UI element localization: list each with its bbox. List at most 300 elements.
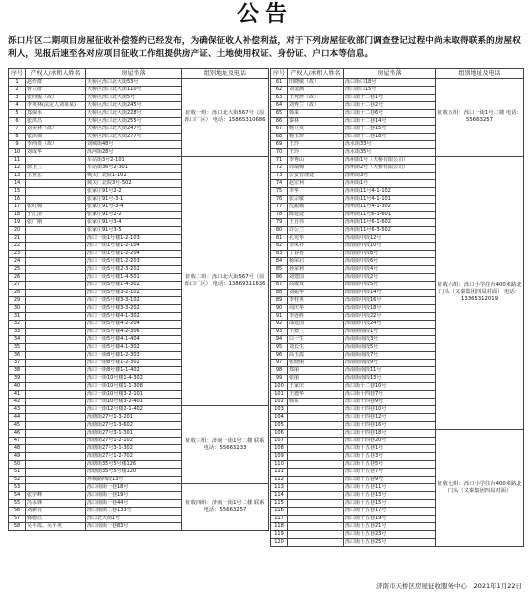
row-number: 37	[9, 359, 26, 367]
property-address: 泺塘街27号3-1-302	[86, 445, 182, 453]
row-number: 21	[9, 234, 26, 242]
property-address: 泺水街33号	[344, 141, 436, 149]
owner-name: 赵宏利	[288, 180, 344, 188]
header-owner: 产权人/承租人姓名	[26, 69, 86, 79]
owner-name: 冯永锋	[26, 500, 86, 508]
owner-name: 张晓丽	[288, 359, 344, 367]
property-address: 泺口街口18号	[344, 79, 436, 87]
row-number: 102	[271, 398, 288, 406]
owner-name: 刘建国	[288, 273, 344, 281]
row-number: 11	[9, 156, 26, 164]
property-address: 泺口街十四巷16号	[344, 422, 436, 430]
owner-name	[26, 453, 86, 461]
property-address: 天桥区泺口北大街5号	[86, 94, 182, 102]
row-number: 87	[271, 281, 288, 289]
property-address: 刘城街48号	[86, 141, 182, 149]
owner-name	[288, 531, 344, 539]
owner-name: 赵作群	[26, 79, 86, 87]
owner-name	[26, 484, 86, 492]
owner-name	[26, 468, 86, 476]
row-number: 89	[271, 297, 288, 305]
row-number: 50	[9, 461, 26, 469]
row-number: 98	[271, 367, 288, 375]
property-address: 泺口一街8号楼1-1-402	[86, 367, 182, 375]
row-number: 108	[271, 445, 288, 453]
owner-name	[288, 437, 344, 445]
row-number: 53	[9, 484, 26, 492]
owner-name: 吴平霞、吴平英	[26, 523, 86, 531]
property-address: 泺口街十五巷9号	[344, 476, 436, 484]
row-number: 66	[271, 117, 288, 125]
row-number: 43	[9, 406, 26, 414]
owner-name: 李西贵（故）	[26, 141, 86, 149]
group-contact: 征收三组：济南一街1号二楼 联系电话：55663233	[182, 406, 269, 484]
property-address: 泺南街中段8号	[344, 250, 436, 258]
row-number: 77	[271, 203, 288, 211]
property-address: 泺塘街27号1-2-102	[86, 437, 182, 445]
notice-intro: 泺口片区二期项目房屋征收补偿签约已经发布，为确保征收人补偿利益，对于下列房屋征收部门调查登记过程中尚未取得联系的房屋权利人，见报后速至各对应项目征收工作组提供房产证、土地使用权证、身份证、户口本等信息。	[8, 36, 521, 59]
property-address: 泺口北大街1号	[86, 515, 182, 523]
owner-name	[26, 328, 86, 336]
property-address: 天桥区泺口北大街228号	[86, 110, 182, 118]
property-address: 泺口一街10号楼1-1-308	[86, 383, 182, 391]
owner-name: 刘美林（故）	[26, 125, 86, 133]
owner-name: 刘新亮	[26, 507, 86, 515]
table-row	[9, 484, 269, 492]
property-address: 天桥区泺口北大街110号	[86, 86, 182, 94]
row-number: 47	[9, 437, 26, 445]
row-number: 80	[271, 227, 288, 235]
property-address: 泺州街11号6-1-602	[344, 219, 436, 227]
row-number: 93	[271, 328, 288, 336]
owner-name: 刘金满	[288, 86, 344, 94]
row-number: 68	[271, 133, 288, 141]
property-address: 泺口街十五巷25号	[344, 539, 436, 547]
owner-name: 李华	[288, 188, 344, 196]
owner-name: 周瑞梅	[288, 164, 344, 172]
header-no: 序号	[271, 69, 288, 79]
owner-name: 曹立群	[26, 86, 86, 94]
property-address: 泺塘街35号5号楼120	[86, 468, 182, 476]
owner-name: 白一生	[288, 336, 344, 344]
property-address: 泺口街十五巷21号	[344, 523, 436, 531]
owner-name	[26, 312, 86, 320]
owner-name: 张丽	[288, 375, 344, 383]
owner-name	[288, 523, 344, 531]
row-number: 9	[9, 141, 26, 149]
property-address: 张家庄91号2-2	[86, 188, 182, 196]
property-address: 泺州街1号	[344, 180, 436, 188]
owner-name: 于汇清	[26, 211, 86, 219]
group-contact: 征收四组：济南一街1号二楼 联系电话：55663257	[182, 484, 269, 531]
row-number: 28	[9, 289, 26, 297]
property-address: 张家庄91号-3-1	[86, 195, 182, 203]
property-address: 张家庄91号3-5	[86, 227, 182, 235]
property-address: 泺口一街5号楼1-4-302	[86, 281, 182, 289]
property-address: 泺州街11号6-3-502	[344, 227, 436, 235]
property-address: 泺州街11号6-1-601	[344, 211, 436, 219]
owner-name	[26, 344, 86, 352]
property-address: 泺塘街27号1-2-702	[86, 453, 182, 461]
owner-name	[288, 406, 344, 414]
owner-name: 李秀山	[288, 156, 344, 164]
row-number: 64	[271, 102, 288, 110]
owner-name: 韩德昌	[26, 515, 86, 523]
property-address: 泺南街中段4号	[344, 266, 436, 274]
property-address: 泺水街35号	[344, 149, 436, 157]
owner-name	[26, 359, 86, 367]
property-address: 泺州街3号	[344, 172, 436, 180]
row-number: 110	[271, 461, 288, 469]
table-header	[9, 69, 269, 79]
owner-name: 李连胜	[288, 312, 344, 320]
property-address: 天桥区泺口北大街277号	[86, 133, 182, 141]
owner-name: 邵建国	[288, 320, 344, 328]
owner-name	[288, 492, 344, 500]
header-contact: 组别地址及电话	[182, 69, 269, 79]
owner-name	[26, 156, 86, 164]
owner-name	[26, 297, 86, 305]
owner-name: 陈建设	[288, 211, 344, 219]
row-number: 26	[9, 273, 26, 281]
table-row	[271, 156, 524, 164]
owner-name	[26, 234, 86, 242]
owner-name	[288, 453, 344, 461]
row-number: 40	[9, 383, 26, 391]
row-number: 72	[271, 164, 288, 172]
row-number: 41	[9, 390, 26, 398]
row-number: 104	[271, 414, 288, 422]
owner-name: 沈振城	[288, 203, 344, 211]
owner-name: 李桂英	[288, 297, 344, 305]
property-address: 环城路西段13号	[86, 476, 182, 484]
owner-name: 张宗敏	[288, 195, 344, 203]
row-number: 79	[271, 219, 288, 227]
row-number: 69	[271, 141, 288, 149]
owner-name: 王秀珍（故）	[288, 94, 344, 102]
property-address: 张家庄91号-3-4	[86, 203, 182, 211]
row-number: 111	[271, 468, 288, 476]
owner-name: 周庆华	[288, 305, 344, 313]
property-address: 张家庄91号3-4	[86, 219, 182, 227]
row-number: 12	[9, 164, 26, 172]
row-number: 92	[271, 320, 288, 328]
row-number: 63	[271, 94, 288, 102]
row-number: 82	[271, 242, 288, 250]
table-row	[271, 79, 524, 87]
property-address: 泺口街十五巷1号	[344, 445, 436, 453]
owner-name: 张尚俊（故）	[26, 94, 86, 102]
property-address: 泺州街1号（天桥有限公司）	[344, 156, 436, 164]
property-address: 泺南街中段5号	[344, 281, 436, 289]
row-number: 4	[9, 102, 26, 110]
property-address: 泺口一街5号楼1-4-501	[86, 273, 182, 281]
row-number: 119	[271, 531, 288, 539]
owner-name	[288, 468, 344, 476]
footer-signature: 济南市天桥区房屋征收服务中心 2021年1月22日	[376, 582, 522, 590]
property-address: 泺口街十二巷6号	[344, 110, 436, 118]
row-number: 2	[9, 86, 26, 94]
owner-name	[26, 320, 86, 328]
row-number: 20	[9, 227, 26, 235]
property-address: 泺口街十二巷15号	[344, 125, 436, 133]
row-number: 52	[9, 476, 26, 484]
property-address: 泺州街11号4-1-302	[344, 203, 436, 211]
owner-name	[288, 507, 344, 515]
row-number: 67	[271, 125, 288, 133]
row-number: 106	[271, 429, 288, 437]
owner-name	[26, 195, 86, 203]
owner-name	[288, 429, 344, 437]
property-address: 泺口南街一巷19号	[86, 492, 182, 500]
property-address: 泺州街2号（天桥有限公司）	[344, 164, 436, 172]
property-address: 泺口一街5号楼4-1-302	[86, 312, 182, 320]
owner-name: 张洪锁	[26, 133, 86, 141]
row-number: 7	[9, 125, 26, 133]
owner-name	[26, 390, 86, 398]
row-number: 1	[9, 79, 26, 87]
property-address: 泺口一街12号楼2-1-402	[86, 406, 182, 414]
property-address: 泺南街中段16号	[344, 297, 436, 305]
property-address: 泺南街中段10号	[344, 242, 436, 250]
property-address: 泺口一街5号楼4-2-306	[86, 328, 182, 336]
row-number: 49	[9, 453, 26, 461]
row-number: 65	[271, 110, 288, 118]
owner-name: 韩来	[288, 110, 344, 118]
property-address: 泺口街十五巷3号	[344, 453, 436, 461]
owner-name	[26, 422, 86, 430]
page-title: 公告	[236, 2, 293, 27]
row-number: 86	[271, 273, 288, 281]
owner-name: 张广刚	[26, 219, 86, 227]
table-row	[9, 156, 269, 164]
owner-name	[288, 461, 344, 469]
row-number: 13	[9, 172, 26, 180]
group-contact: 征收五组：泺口一街1号二楼 电话：55663257	[436, 79, 524, 157]
property-address: 车站街3号2-101	[86, 156, 182, 164]
property-address: 泺口街口15号	[344, 86, 436, 94]
row-number: 85	[271, 266, 288, 274]
left-table	[8, 68, 269, 531]
row-number: 113	[271, 484, 288, 492]
row-number: 22	[9, 242, 26, 250]
row-number: 42	[9, 398, 26, 406]
row-number: 51	[9, 468, 26, 476]
property-address: 泺口一街10号楼3-2-101	[86, 390, 182, 398]
property-address: 城关厂北院1-101	[86, 172, 182, 180]
owner-name: 丁春香	[288, 250, 344, 258]
owner-name	[26, 289, 86, 297]
row-number: 48	[9, 445, 26, 453]
table-row	[9, 79, 269, 87]
group-contact: 征收七组：泺口小学往台400米路北门头（又秦集团四局对面）	[436, 429, 524, 546]
property-address: 泺南街中段22号	[344, 312, 436, 320]
row-number: 36	[9, 351, 26, 359]
property-address: 泺口一街10号楼3-2-401	[86, 398, 182, 406]
property-address: 泺口街十五巷15号	[344, 500, 436, 508]
row-number: 39	[9, 375, 26, 383]
row-number: 62	[271, 86, 288, 94]
owner-name: 李凤祥	[288, 242, 344, 250]
owner-name: 孙荣利	[288, 266, 344, 274]
row-number: 84	[271, 258, 288, 266]
row-number: 44	[9, 414, 26, 422]
property-address: 泺口街十四巷7号	[344, 390, 436, 398]
row-number: 117	[271, 515, 288, 523]
header-owner: 产权人/承租人姓名	[288, 69, 344, 79]
property-address: 天桥区泺口北大街247号	[86, 125, 182, 133]
row-number: 25	[9, 266, 26, 274]
property-address: 泺州街11号4-1-101	[344, 195, 436, 203]
property-address: 泺口街十五巷19号	[344, 515, 436, 523]
owner-name	[26, 336, 86, 344]
table-row	[9, 406, 269, 414]
row-number: 96	[271, 351, 288, 359]
owner-name: 公安管理处	[288, 172, 344, 180]
owner-name	[26, 227, 86, 235]
owner-name: 王自伟	[288, 219, 344, 227]
owner-name: 徐卫兰	[26, 164, 86, 172]
row-number: 38	[9, 367, 26, 375]
property-address: 泺口一街5号楼3-3-202	[86, 305, 182, 313]
owner-name: 郑丽	[288, 367, 344, 375]
owner-name	[288, 422, 344, 430]
property-address: 泺南街南段9号	[344, 359, 436, 367]
property-address: 泺口一街5号楼4-1-302	[86, 344, 182, 352]
owner-name: 许公兰	[288, 227, 344, 235]
owner-name: 王玲	[288, 149, 344, 157]
owner-name	[288, 515, 344, 523]
owner-name	[26, 266, 86, 274]
row-number: 19	[9, 219, 26, 227]
property-address: 泺口一街5号楼2-3-202	[86, 266, 182, 274]
row-number: 100	[271, 383, 288, 391]
row-number: 120	[271, 539, 288, 547]
property-address: 城关厂北院3号-502	[86, 180, 182, 188]
property-address: 泺南街南段5号	[344, 344, 436, 352]
row-number: 61	[271, 79, 288, 87]
property-address: 泺南街南段11号	[344, 367, 436, 375]
row-number: 46	[9, 429, 26, 437]
property-address: 泺口一街10号楼1-4-302	[86, 375, 182, 383]
owner-name	[26, 461, 86, 469]
row-number: 81	[271, 234, 288, 242]
header-address: 房屋坐落	[344, 69, 436, 79]
table-header	[271, 69, 524, 79]
property-address: 泺口南街二巷133号	[86, 507, 182, 515]
owner-name	[26, 351, 86, 359]
property-address: 泺南街中段12号	[344, 234, 436, 242]
row-number: 75	[271, 188, 288, 196]
owner-name: 王家庆	[288, 383, 344, 391]
property-address: 泺州街11号4-1-102	[344, 188, 436, 196]
property-address: 天桥区泺口北大街255号	[86, 117, 182, 125]
owner-name: 韩东	[288, 398, 344, 406]
row-number: 88	[271, 289, 288, 297]
property-address: 泺口街十二巷14号	[344, 117, 436, 125]
property-address: 泺口一街5号楼3-2-102	[86, 289, 182, 297]
owner-name: 刘长生	[288, 344, 344, 352]
row-number: 31	[9, 312, 26, 320]
owner-name	[288, 539, 344, 547]
property-address: 泺口南街一巷18号	[86, 484, 182, 492]
row-number: 55	[9, 500, 26, 508]
property-address: 泺口街十四巷20号	[344, 437, 436, 445]
owner-name	[26, 258, 86, 266]
property-address: 泺南街中段18号	[344, 305, 436, 313]
owner-name: 刘秀兰（故）	[288, 102, 344, 110]
row-number: 97	[271, 359, 288, 367]
owner-name	[288, 414, 344, 422]
property-address: 车站街36号2-301	[86, 164, 182, 172]
owner-name: 张红梅	[26, 203, 86, 211]
property-address: 泺口一街1号楼1-2-104	[86, 242, 182, 250]
owner-name: 刘振华	[288, 289, 344, 297]
row-number: 35	[9, 344, 26, 352]
row-number: 56	[9, 507, 26, 515]
row-number: 91	[271, 312, 288, 320]
row-number: 10	[9, 149, 26, 157]
row-number: 116	[271, 507, 288, 515]
row-number: 71	[271, 156, 288, 164]
property-address: 泺口街十五巷23号	[344, 531, 436, 539]
table-row	[271, 429, 524, 437]
owner-name	[288, 500, 344, 508]
row-number: 73	[271, 172, 288, 180]
row-number: 5	[9, 110, 26, 118]
group-contact: 征收一组：泺口北大街567号（原泺口厂区） 电话：15865310686	[182, 79, 269, 157]
owner-name: 王玲	[288, 141, 344, 149]
property-address: 天桥区泺口北大街53号	[86, 79, 182, 87]
owner-name	[26, 180, 86, 188]
right-table	[270, 68, 524, 547]
owner-name	[26, 437, 86, 445]
row-number: 95	[271, 344, 288, 352]
owner-name: 王德华	[288, 390, 344, 398]
property-address: 泺南街中段14号	[344, 289, 436, 297]
owner-name	[26, 305, 86, 313]
owner-name: 田晓敏（故）	[288, 79, 344, 87]
property-address: 天桥区泺口北大街245号	[86, 102, 182, 110]
row-number: 27	[9, 281, 26, 289]
property-address: 泺口一街5号楼4-1-404	[86, 336, 182, 344]
row-number: 107	[271, 437, 288, 445]
owner-name	[26, 476, 86, 484]
property-address: 泺口街十五巷11号	[344, 484, 436, 492]
property-address: 泺口一街8号楼1-2-303	[86, 351, 182, 359]
row-number: 18	[9, 211, 26, 219]
property-address: 泺口街十二巷18号	[344, 133, 436, 141]
owner-name	[288, 476, 344, 484]
property-address: 泺河街28号	[86, 149, 182, 157]
header-contact: 组别地址及电话	[436, 69, 524, 79]
owner-name	[288, 484, 344, 492]
row-number: 105	[271, 422, 288, 430]
owner-name	[26, 414, 86, 422]
row-number: 112	[271, 476, 288, 484]
property-address: 泺塘街27号1-3-201	[86, 414, 182, 422]
property-address: 泺南街南段7号	[344, 351, 436, 359]
owner-name: 杨玉珍	[288, 133, 344, 141]
row-number: 94	[271, 336, 288, 344]
property-address: 泺口街十五巷13号	[344, 492, 436, 500]
row-number: 29	[9, 297, 26, 305]
row-number: 8	[9, 133, 26, 141]
owner-name	[26, 188, 86, 196]
row-number: 74	[271, 180, 288, 188]
row-number: 33	[9, 328, 26, 336]
property-address: 泺口街十二巷1号	[344, 94, 436, 102]
